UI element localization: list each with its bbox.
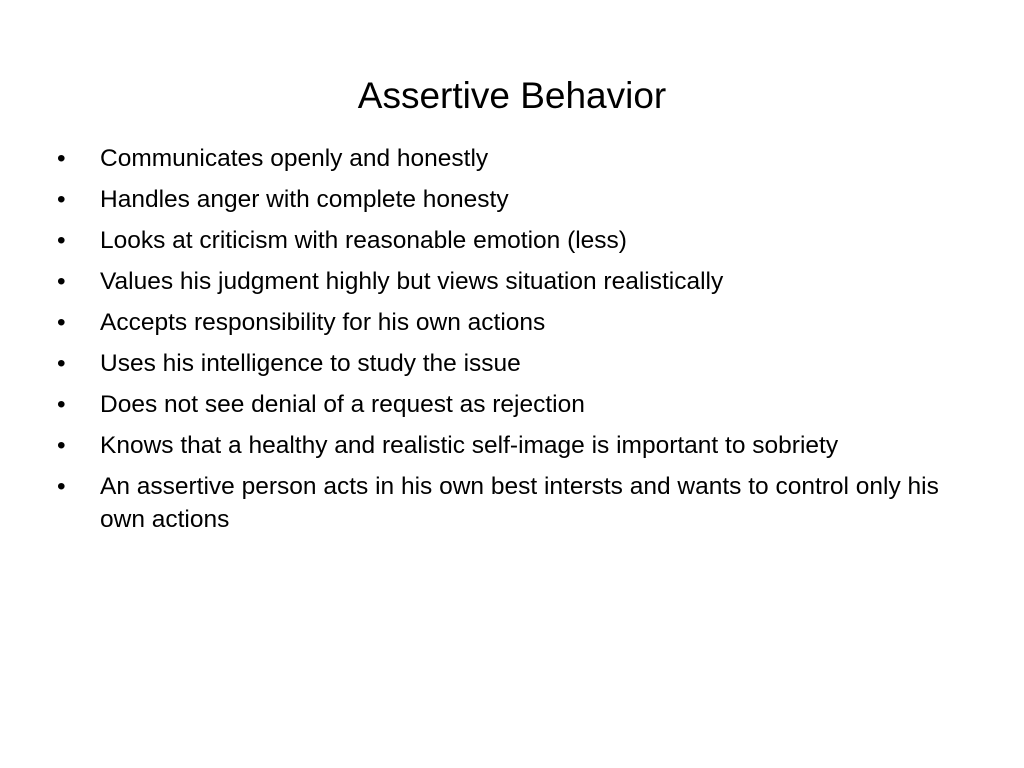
bullet-item-2 — [57, 183, 987, 216]
bullet-item-1 — [57, 142, 987, 175]
bullet-item-3 — [57, 224, 987, 257]
bullet-item-4 — [57, 265, 987, 298]
bullet-item-7 — [57, 388, 987, 421]
bullet-icon: • — [57, 268, 66, 295]
bullet-icon: • — [57, 391, 66, 418]
bullet-item-9 — [57, 470, 987, 536]
bullet-icon: • — [57, 145, 66, 172]
bullet-list — [57, 142, 987, 544]
bullet-icon: • — [57, 186, 66, 213]
bullet-icon: • — [57, 432, 66, 459]
bullet-item-6 — [57, 347, 987, 380]
bullet-text: Handles anger with complete honesty — [100, 186, 509, 213]
bullet-text: Values his judgment highly but views situation realistically — [100, 268, 724, 295]
bullet-icon: • — [57, 473, 66, 500]
bullet-text: Uses his intelligence to study the issue — [100, 350, 521, 377]
bullet-text: Looks at criticism with reasonable emotion (less) — [100, 227, 627, 254]
bullet-text: Accepts responsibility for his own actions — [100, 309, 546, 336]
bullet-item-5 — [57, 306, 987, 339]
bullet-text: An assertive person acts in his own best intersts and wants to control only his own actions — [100, 473, 939, 533]
bullet-icon: • — [57, 350, 66, 377]
bullet-text: Does not see denial of a request as rejection — [100, 391, 585, 418]
bullet-text: Communicates openly and honestly — [100, 145, 489, 172]
bullet-icon: • — [57, 309, 66, 336]
bullet-text: Knows that a healthy and realistic self-image is important to sobriety — [100, 432, 839, 459]
bullet-icon: • — [57, 227, 66, 254]
bullet-item-8 — [57, 429, 987, 462]
slide-title: Assertive Behavior — [357, 75, 667, 116]
